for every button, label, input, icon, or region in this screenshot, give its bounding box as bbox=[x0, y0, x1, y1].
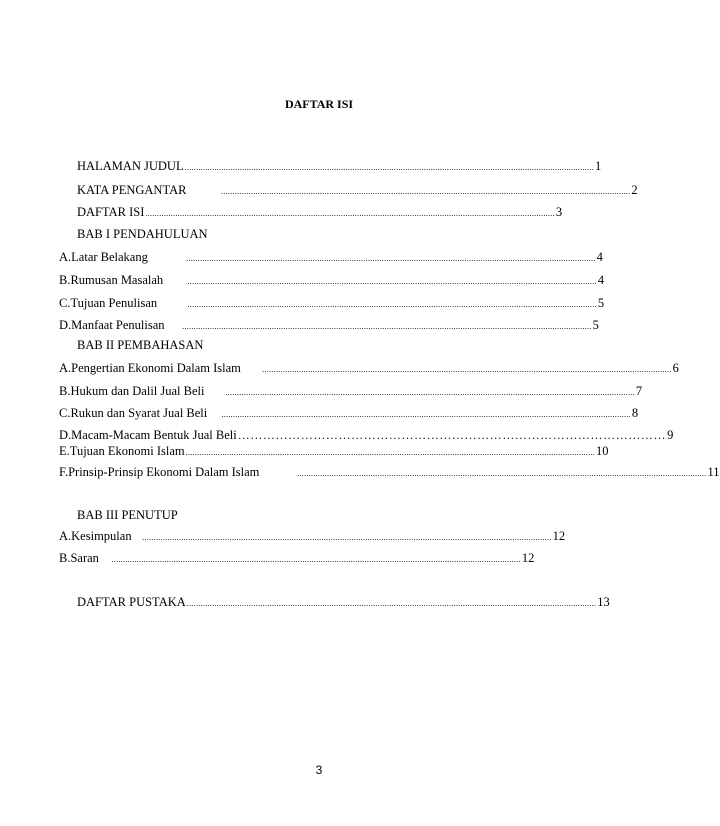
dot-leader: .................................................................................................................................................................................. bbox=[145, 209, 555, 218]
chapter-heading: BAB II PEMBAHASAN bbox=[77, 338, 204, 352]
toc-entry bbox=[59, 443, 609, 459]
toc-title: DAFTAR ISI bbox=[284, 97, 354, 111]
toc-entry-label: DAFTAR PUSTAKA bbox=[77, 595, 186, 609]
toc-entry-page: 13 bbox=[597, 595, 610, 609]
dot-leader: ………………………………………………………………………………………… bbox=[237, 428, 667, 442]
dot-leader: .................................................................................................................................................................................. bbox=[111, 555, 521, 564]
toc-entry bbox=[59, 550, 535, 566]
dot-leader: .................................................................................................................................................................................. bbox=[187, 300, 597, 309]
toc-entry-page: 3 bbox=[555, 205, 563, 219]
toc-entry-marker: C. bbox=[59, 296, 71, 310]
toc-entry-page: 4 bbox=[597, 273, 605, 287]
toc-entry-label: HALAMAN JUDUL bbox=[77, 159, 184, 173]
toc-entry-page: 10 bbox=[596, 444, 609, 458]
toc-entry bbox=[77, 204, 563, 220]
toc-entry-label: Rumusan Masalah bbox=[70, 273, 164, 287]
toc-entry bbox=[59, 272, 605, 288]
toc-entry-marker: A. bbox=[59, 361, 72, 375]
toc-entry-label: Rukun dan Syarat Jual Beli bbox=[70, 406, 208, 420]
toc-entry-page: 7 bbox=[635, 384, 643, 398]
toc-entry-label: Macam-Macam Bentuk Jual Beli bbox=[71, 428, 237, 442]
toc-entry-page: 6 bbox=[672, 361, 679, 375]
toc-entry-page: 1 bbox=[595, 159, 602, 173]
toc-entry bbox=[59, 528, 566, 544]
toc-entry-page: 5 bbox=[592, 318, 599, 332]
toc-entry bbox=[59, 464, 720, 480]
page-number: 3 bbox=[315, 763, 323, 777]
toc-entry bbox=[59, 405, 639, 421]
toc-entry bbox=[59, 295, 605, 311]
chapter-heading: BAB III PENUTUP bbox=[77, 508, 178, 522]
toc-entry-page: 11 bbox=[707, 465, 720, 479]
toc-entry-marker: A. bbox=[59, 250, 72, 264]
toc-entry-label: Manfaat Penulisan bbox=[71, 318, 165, 332]
dot-leader: .................................................................................................................................................................................. bbox=[184, 163, 594, 172]
dot-leader: .................................................................................................................................................................................. bbox=[221, 187, 631, 196]
dot-leader: .................................................................................................................................................................................. bbox=[262, 365, 672, 374]
toc-entry-page: 12 bbox=[521, 551, 535, 565]
toc-entry-marker: E. bbox=[59, 444, 70, 458]
toc-entry bbox=[77, 158, 602, 174]
toc-entry bbox=[59, 360, 679, 376]
toc-entry-page: 5 bbox=[597, 296, 605, 310]
toc-entry-label: Latar Belakang bbox=[71, 250, 148, 264]
toc-entry bbox=[77, 594, 610, 610]
toc-entry-label: Kesimpulan bbox=[71, 529, 132, 543]
toc-entry-label: Hukum dan Dalil Jual Beli bbox=[70, 384, 205, 398]
toc-entry-marker: B. bbox=[59, 551, 71, 565]
toc-entry-page: 8 bbox=[631, 406, 639, 420]
toc-entry-marker: C. bbox=[59, 406, 71, 420]
toc-entry-label: Pengertian Ekonomi Dalam Islam bbox=[71, 361, 241, 375]
dot-leader: .................................................................................................................................................................................. bbox=[186, 254, 596, 263]
toc-entry-page: 9 bbox=[667, 428, 674, 442]
toc-entry-label: Tujuan Penulisan bbox=[70, 296, 158, 310]
dot-leader: .................................................................................................................................................................................. bbox=[182, 322, 592, 331]
toc-entry-label: Saran bbox=[70, 551, 99, 565]
toc-entry bbox=[59, 427, 674, 443]
toc-entry bbox=[59, 383, 643, 399]
dot-leader: .................................................................................................................................................................................. bbox=[187, 277, 597, 286]
dot-leader: .................................................................................................................................................................................. bbox=[142, 533, 552, 542]
toc-entry-marker: D. bbox=[59, 318, 72, 332]
toc-entry-page: 2 bbox=[631, 183, 638, 197]
dot-leader: .................................................................................................................................................................................. bbox=[297, 469, 707, 478]
dot-leader: .................................................................................................................................................................................. bbox=[186, 599, 597, 608]
toc-entry-marker: F. bbox=[59, 465, 69, 479]
toc-entry-page: 4 bbox=[596, 250, 603, 264]
dot-leader: .................................................................................................................................................................................. bbox=[225, 388, 635, 397]
dot-leader: .................................................................................................................................................................................. bbox=[185, 448, 595, 457]
chapter-heading: BAB I PENDAHULUAN bbox=[77, 227, 208, 241]
toc-entry-marker: B. bbox=[59, 384, 71, 398]
toc-entry-marker: B. bbox=[59, 273, 71, 287]
toc-entry bbox=[77, 182, 638, 198]
toc-entry-page: 12 bbox=[552, 529, 566, 543]
toc-entry-marker: A. bbox=[59, 529, 72, 543]
toc-entry-label: Prinsip-Prinsip Ekonomi Dalam Islam bbox=[68, 465, 260, 479]
toc-entry bbox=[59, 249, 603, 265]
dot-leader: .................................................................................................................................................................................. bbox=[221, 410, 631, 419]
toc-entry bbox=[59, 317, 599, 333]
toc-entry-label: DAFTAR ISI bbox=[77, 205, 145, 219]
toc-entry-label: KATA PENGANTAR bbox=[77, 183, 187, 197]
toc-entry-marker: D. bbox=[59, 428, 72, 442]
toc-entry-label: Tujuan Ekonomi Islam bbox=[69, 444, 185, 458]
